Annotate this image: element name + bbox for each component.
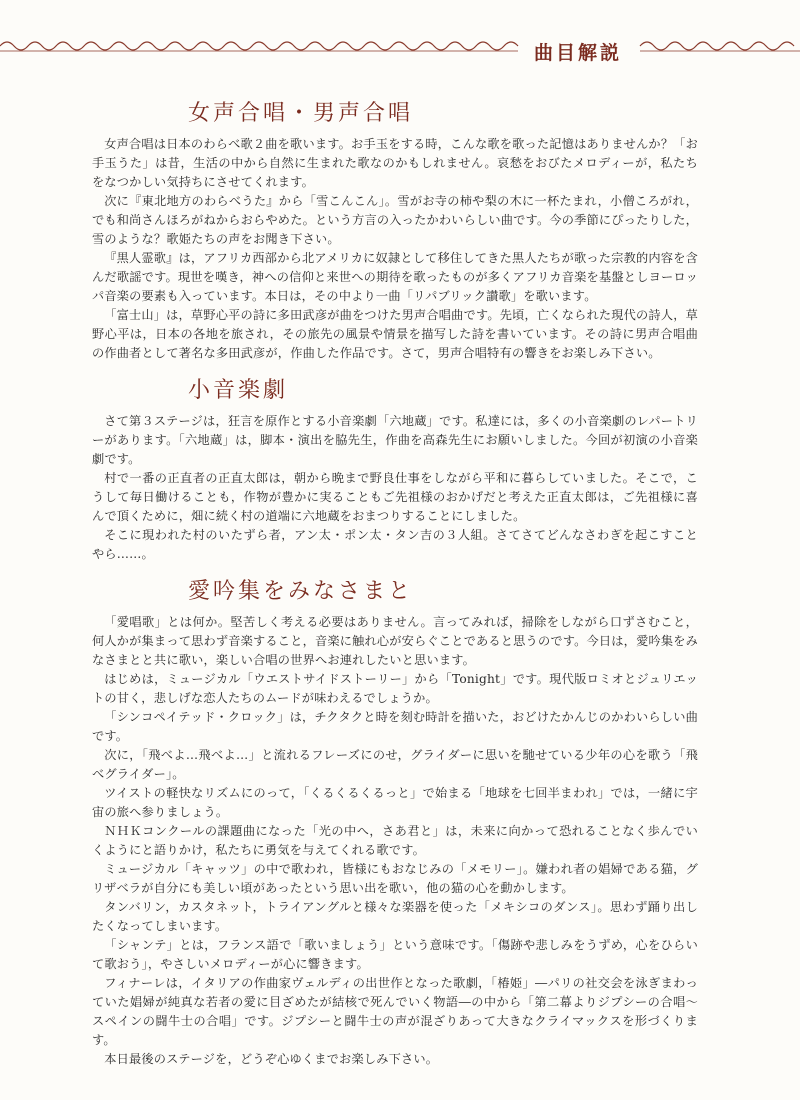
paragraph: 「富士山」は，草野心平の詩に多田武彦が曲をつけた男声合唱曲です。先頃，亡くなられた現代の詩人，草野心平は，日本の各地を旅され，その旅先の風景や情景を描写した詩を書いています。その詩に男声合唱曲の作曲者として著名な多田武彦が，作曲した作品です。さて，男声合唱特有の響きをお楽しみ下さい。 [92,308,698,360]
paragraph: ツイストの軽快なリズムにのって，「くるくるくるっと」で始まる「地球を七回半まわれ」では，一緒に宇宙の旅へ参りましょう。 [92,786,698,819]
paragraph: 「シンコペイテッド・クロック」は，チクタクと時を刻む時計を描いた，おどけたかんじのかわいらしい曲です。 [92,710,698,743]
paragraph: 女声合唱は日本のわらべ歌２曲を歌います。お手玉をする時，こんな歌を歌った記憶はありませんか？「お手玉うた」は昔，生活の中から自然に生まれた歌なのかもしれません。哀愁をおびたメロディーが，私たちをなつかしい気持ちにさせてくれます。 [92,137,698,189]
page-title: 曲目解説 [528,38,628,65]
paragraph: 村で一番の正直者の正直太郎は，朝から晩まで野良仕事をしながら平和に暮らしていました。そこで，こうして毎日働けることも，作物が豊かに実ることもご先祖様のおかげだと考えた正直太郎は，ご先祖様に喜んで頂くために，畑に続く村の道端に六地蔵をおまつりすることにしました。 [92,471,698,523]
paragraph: さて第３ステージは，狂言を原作とする小音楽劇「六地蔵」です。私達には，多くの小音楽劇のレパートリーがあります。「六地蔵」は，脚本・演出を脇先生，作曲を高森先生にお願いしました。今回が初演の小音楽劇です。 [92,414,698,466]
paragraph: ＮＨＫコンクールの課題曲になった「光の中へ，さあ君と」は，未来に向かって恐れることなく歩んでいくようにと語りかけ，私たちに勇気を与えてくれる歌です。 [92,824,698,857]
ornament-border [0,34,800,64]
program-notes [92,96,698,1079]
paragraph: 「愛唱歌」とは何か。堅苦しく考える必要はありません。言ってみれば，掃除をしながら口ずさむこと，何人かが集まって思わず音楽すること，音楽に触れ心が安らぐことであると思うのです。今日は，愛吟集をみなさまとと共に歌い，楽しい合唱の世界へお連れしたいと思います。 [92,615,699,667]
paragraph: はじめは，ミュージカル「ウエストサイドストーリー」から「Tonight」です。現代版ロミオとジュリエットの甘く，悲しげな恋人たちのムードが味わえるでしょうか。 [92,672,698,705]
section-songbook [92,574,698,1069]
paragraph: 「シャンテ」とは，フランス語で「歌いましょう」という意味です。「傷跡や悲しみをうずめ，心をひらいて歌おう」，やさしいメロディーが心に響きます。 [92,938,698,971]
paragraph: 本日最後のステージを，どうぞ心ゆくまでお楽しみ下さい。 [104,1052,439,1066]
section-choir [92,96,698,363]
section-heading: 女声合唱・男声合唱 [188,101,414,126]
ornament-wave-right [640,42,794,50]
paragraph: 『黒人霊歌』は，アフリカ西部から北アメリカに奴隷として移住してきた黒人たちが歌った宗教的内容を含んだ歌謡です。現世を嘆き，神への信仰と来世への期待を歌ったものが多くアフリカ音楽を基盤としヨーロッパ音楽の要素も入っています。本日は，その中より一曲「リパブリック讃歌」を歌います。 [92,251,698,303]
paragraph: 次に『東北地方のわらべうた』から「雪こんこん」。雪がお寺の柿や梨の木に一杯たまれ，小僧ころがれ，でも和尚さんほろがねからおらやめた。という方言の入ったかわいらしい曲です。今の季節にぴったりした，雪のような？歌姫たちの声をお聞き下さい。 [92,194,699,246]
paragraph: そこに現われた村のいたずら者，アン太・ポン太・タン吉の３人組。さてさてどんなさわぎを起こすことやら……。 [92,528,698,561]
section-heading: 小音楽劇 [188,378,289,403]
header-ornament [0,34,800,64]
paragraph: タンバリン，カスタネット，トライアングルと様々な楽器を使った「メキシコのダンス」。思わず踊り出したくなってしまいます。 [92,900,699,933]
paragraph: ミュージカル「キャッツ」の中で歌われ，皆様にもおなじみの「メモリー」。嫌われ者の娼婦である猫，グリザベラが自分にも美しい頃があったという思い出を歌い，他の猫の心を動かします。 [92,862,698,895]
paragraph: フィナーレは，イタリアの作曲家ヴェルディの出世作となった歌劇，「椿姫」―パリの社交会を泳ぎまわっていた娼婦が純真な若者の愛に目ざめたが結核で死んでいく物語―の中から「第二幕よりジプシーの合唱〜スペインの闘牛士の合唱」です。ジプシーと闘牛士の声が混ざりあって大きなクライマックスを形づくります。 [92,976,698,1047]
paragraph: 次に，「飛べよ…飛べよ…」と流れるフレーズにのせ，グライダーに思いを馳せている少年の心を歌う「飛べグライダー」。 [92,748,698,781]
section-heading: 愛吟集をみなさまと [188,579,414,604]
section-music-drama [92,373,698,564]
ornament-wave-left [0,42,518,50]
